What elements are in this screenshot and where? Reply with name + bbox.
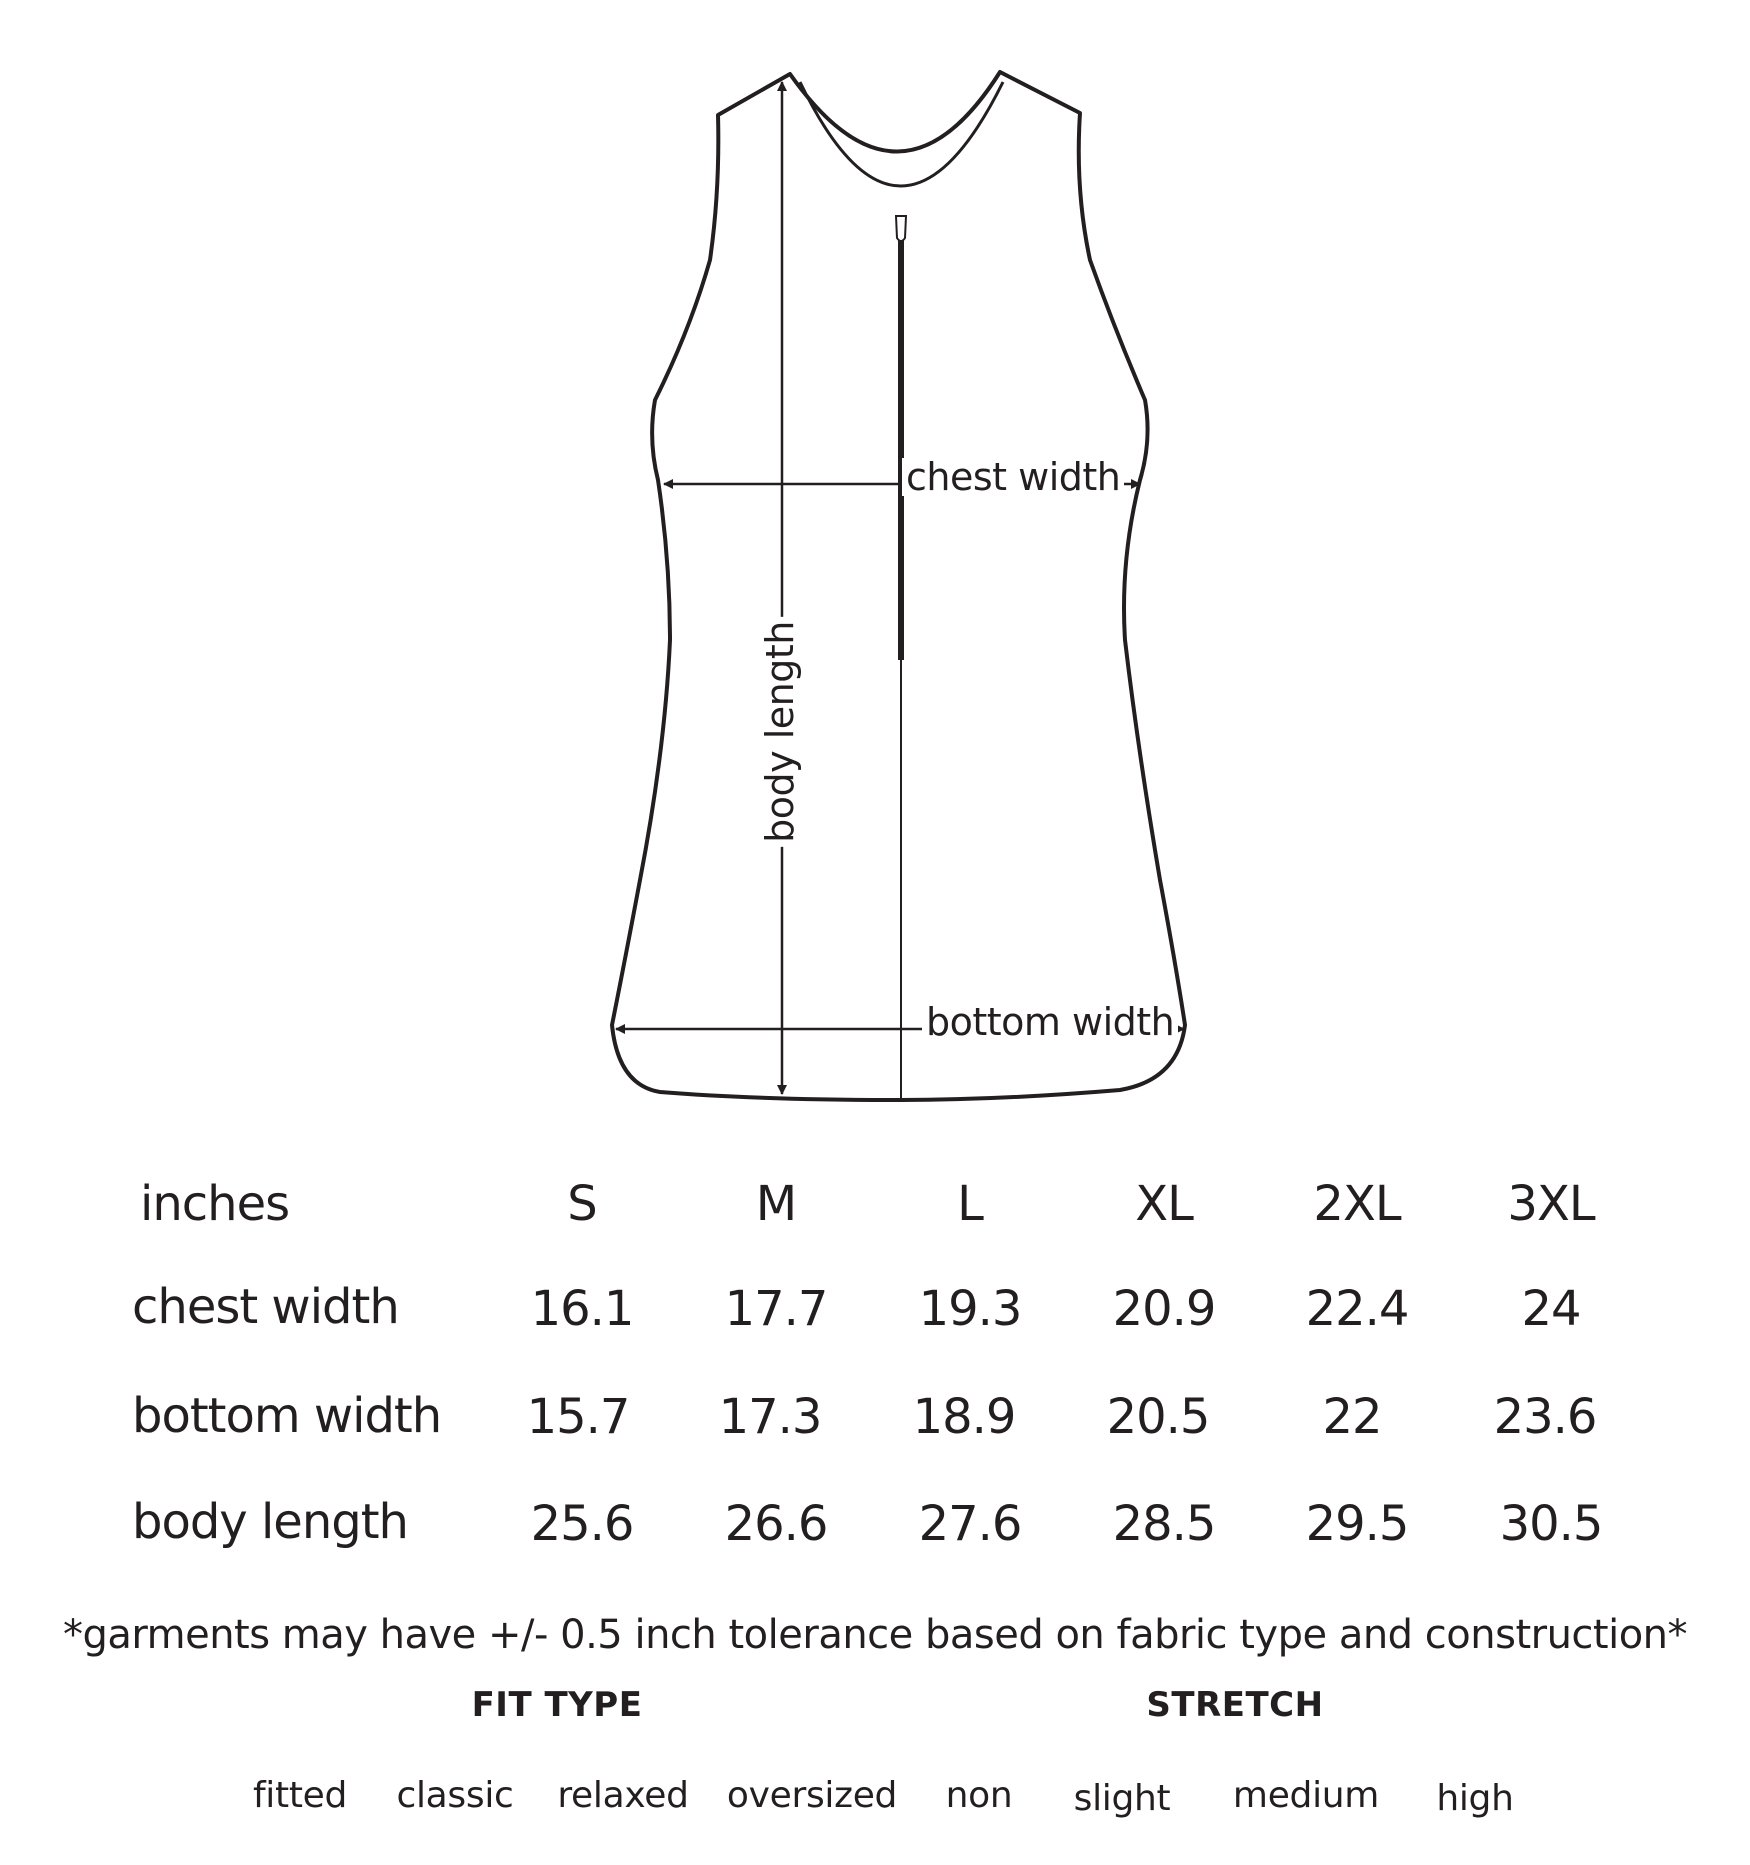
size-header-2xl: 2XL (1313, 1176, 1401, 1232)
size-header-m: M (755, 1176, 797, 1232)
fit-type-option-fitted: fitted (252, 1775, 348, 1816)
row-label-chest-width: chest width (132, 1279, 399, 1335)
row-label-body-length: body length (132, 1494, 408, 1550)
table-cell: 28.5 (1112, 1496, 1216, 1552)
bottom-width-label: bottom width (922, 1003, 1178, 1041)
tolerance-note: *garments may have +/- 0.5 inch tolerance based on fabric type and construction* (62, 1612, 1688, 1658)
table-cell: 17.7 (724, 1281, 828, 1337)
table-cell: 27.6 (918, 1496, 1022, 1552)
fit-type-option-relaxed: relaxed (557, 1775, 689, 1816)
table-cell: 16.1 (530, 1281, 634, 1337)
table-cell: 24 (1521, 1281, 1581, 1337)
table-cell: 29.5 (1305, 1496, 1409, 1552)
stretch-option-non: non (945, 1775, 1013, 1816)
table-cell: 20.9 (1112, 1281, 1216, 1337)
size-header-l: L (957, 1176, 983, 1232)
stretch-option-medium: medium (1232, 1775, 1380, 1816)
fit-type-option-oversized: oversized (726, 1775, 898, 1816)
row-label-bottom-width: bottom width (132, 1388, 442, 1444)
table-cell: 23.6 (1493, 1389, 1597, 1445)
stretch-option-slight: slight (1073, 1778, 1171, 1819)
table-cell: 19.3 (918, 1281, 1022, 1337)
table-cell: 18.9 (912, 1389, 1016, 1445)
stretch-option-high: high (1436, 1778, 1514, 1819)
size-header-s: S (567, 1176, 597, 1232)
fit-type-title: FIT TYPE (471, 1685, 643, 1725)
table-cell: 15.7 (526, 1389, 630, 1445)
chest-width-label: chest width (902, 458, 1124, 496)
unit-header: inches (140, 1176, 290, 1232)
table-cell: 20.5 (1106, 1389, 1210, 1445)
table-cell: 17.3 (718, 1389, 822, 1445)
table-cell: 26.6 (724, 1496, 828, 1552)
table-cell: 30.5 (1499, 1496, 1603, 1552)
neck-binding (800, 82, 1003, 186)
size-header-xl: XL (1135, 1176, 1193, 1232)
table-cell: 22.4 (1305, 1281, 1409, 1337)
stretch-title: STRETCH (1146, 1685, 1324, 1725)
body-length-label: body length (761, 617, 799, 847)
table-cell: 25.6 (530, 1496, 634, 1552)
fit-type-option-classic: classic (396, 1775, 514, 1816)
table-cell: 22 (1322, 1389, 1382, 1445)
size-header-3xl: 3XL (1507, 1176, 1595, 1232)
zipper-pull (896, 216, 906, 241)
